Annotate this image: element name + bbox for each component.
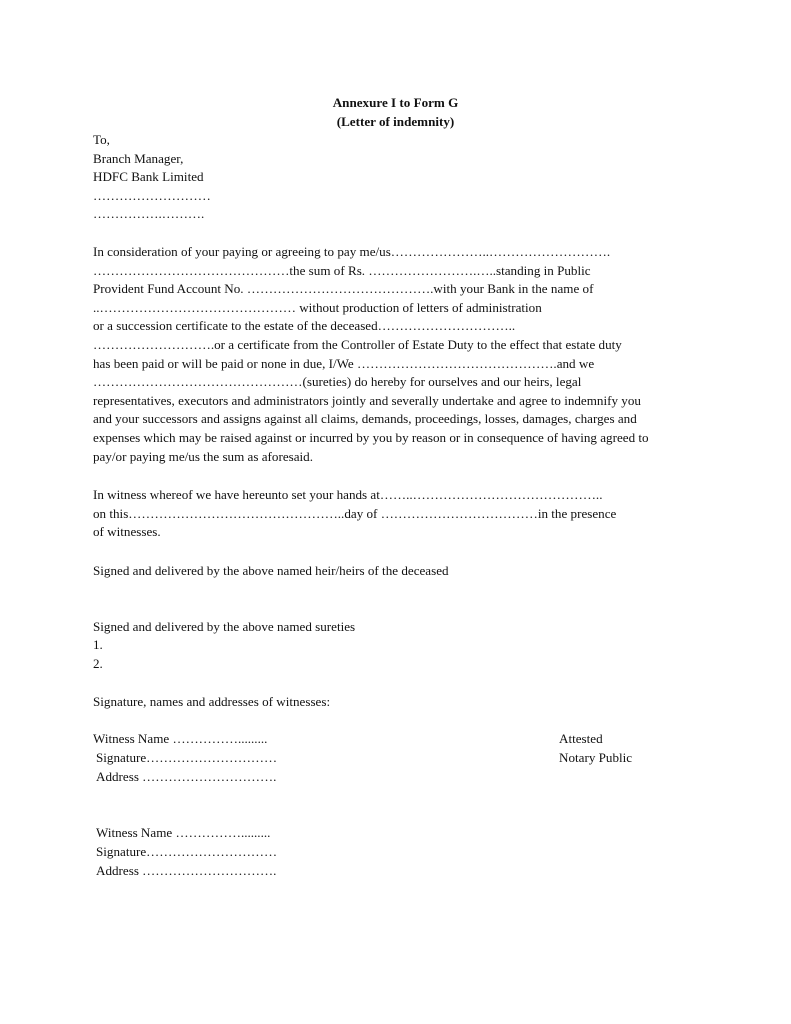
address-line-1: Branch Manager, bbox=[93, 151, 184, 166]
body-line: ………………………………………the sum of Rs. …………………….…..standing in Public bbox=[93, 263, 591, 278]
body-line: and your successors and assigns against all claims, demands, proceedings, losses, damages, charges and bbox=[93, 411, 637, 426]
body-line: …………………………………………(sureties) do hereby for ourselves and our heirs, legal bbox=[93, 374, 582, 389]
notary-public-label: Notary Public bbox=[559, 750, 633, 765]
body-line: ..……………………………………… without production of letters of administration bbox=[93, 300, 542, 315]
surety-number: 2. bbox=[93, 656, 103, 671]
body-line: In consideration of your paying or agreeing to pay me/us…………………..………………………. bbox=[93, 244, 611, 259]
body-line: ……………………….or a certificate from the Controller of Estate Duty to the effect that estate duty bbox=[93, 337, 622, 352]
page-title: Annexure I to Form G bbox=[332, 95, 459, 110]
witness-line: In witness whereof we have hereunto set your hands at……..…………………………………….. bbox=[93, 487, 603, 502]
witness2-address: Address …………………………. bbox=[96, 863, 277, 878]
signed-sureties: Signed and delivered by the above named sureties bbox=[93, 619, 356, 634]
address-line-4: …………….………. bbox=[93, 206, 205, 221]
address-to: To, bbox=[93, 132, 110, 147]
witness-heading: Signature, names and addresses of witnesses: bbox=[93, 694, 331, 709]
witness-line: on this…………………………………………..day of ………………………………in the presence bbox=[93, 506, 617, 521]
body-line: representatives, executors and administrators jointly and severally undertake and agree to indemnify you bbox=[93, 393, 641, 408]
body-line: Provident Fund Account No. …………………………………….with your Bank in the name of bbox=[93, 281, 594, 296]
body-line: pay/or paying me/us the sum as aforesaid. bbox=[93, 449, 313, 464]
address-line-2: HDFC Bank Limited bbox=[93, 169, 204, 184]
body-line: or a succession certificate to the estate of the deceased………………………….. bbox=[93, 318, 516, 333]
witness2-name: Witness Name ……………......... bbox=[96, 825, 271, 840]
witness1-address: Address …………………………. bbox=[96, 769, 277, 784]
address-line-3: ……………………… bbox=[93, 188, 211, 203]
signed-heirs: Signed and delivered by the above named heir/heirs of the deceased bbox=[93, 563, 449, 578]
witness-line: of witnesses. bbox=[93, 524, 161, 539]
witness1-signature: Signature………………………… bbox=[96, 750, 278, 765]
body-line: expenses which may be raised against or incurred by you by reason or in consequence of having agreed to bbox=[93, 430, 649, 445]
attested-label: Attested bbox=[559, 731, 603, 746]
witness1-name: Witness Name ……………......... bbox=[93, 731, 268, 746]
page-subtitle: (Letter of indemnity) bbox=[336, 114, 455, 129]
witness2-signature: Signature………………………… bbox=[96, 844, 278, 859]
surety-number: 1. bbox=[93, 637, 103, 652]
body-line: has been paid or will be paid or none in due, I/We ……………………………………….and we bbox=[93, 356, 595, 371]
